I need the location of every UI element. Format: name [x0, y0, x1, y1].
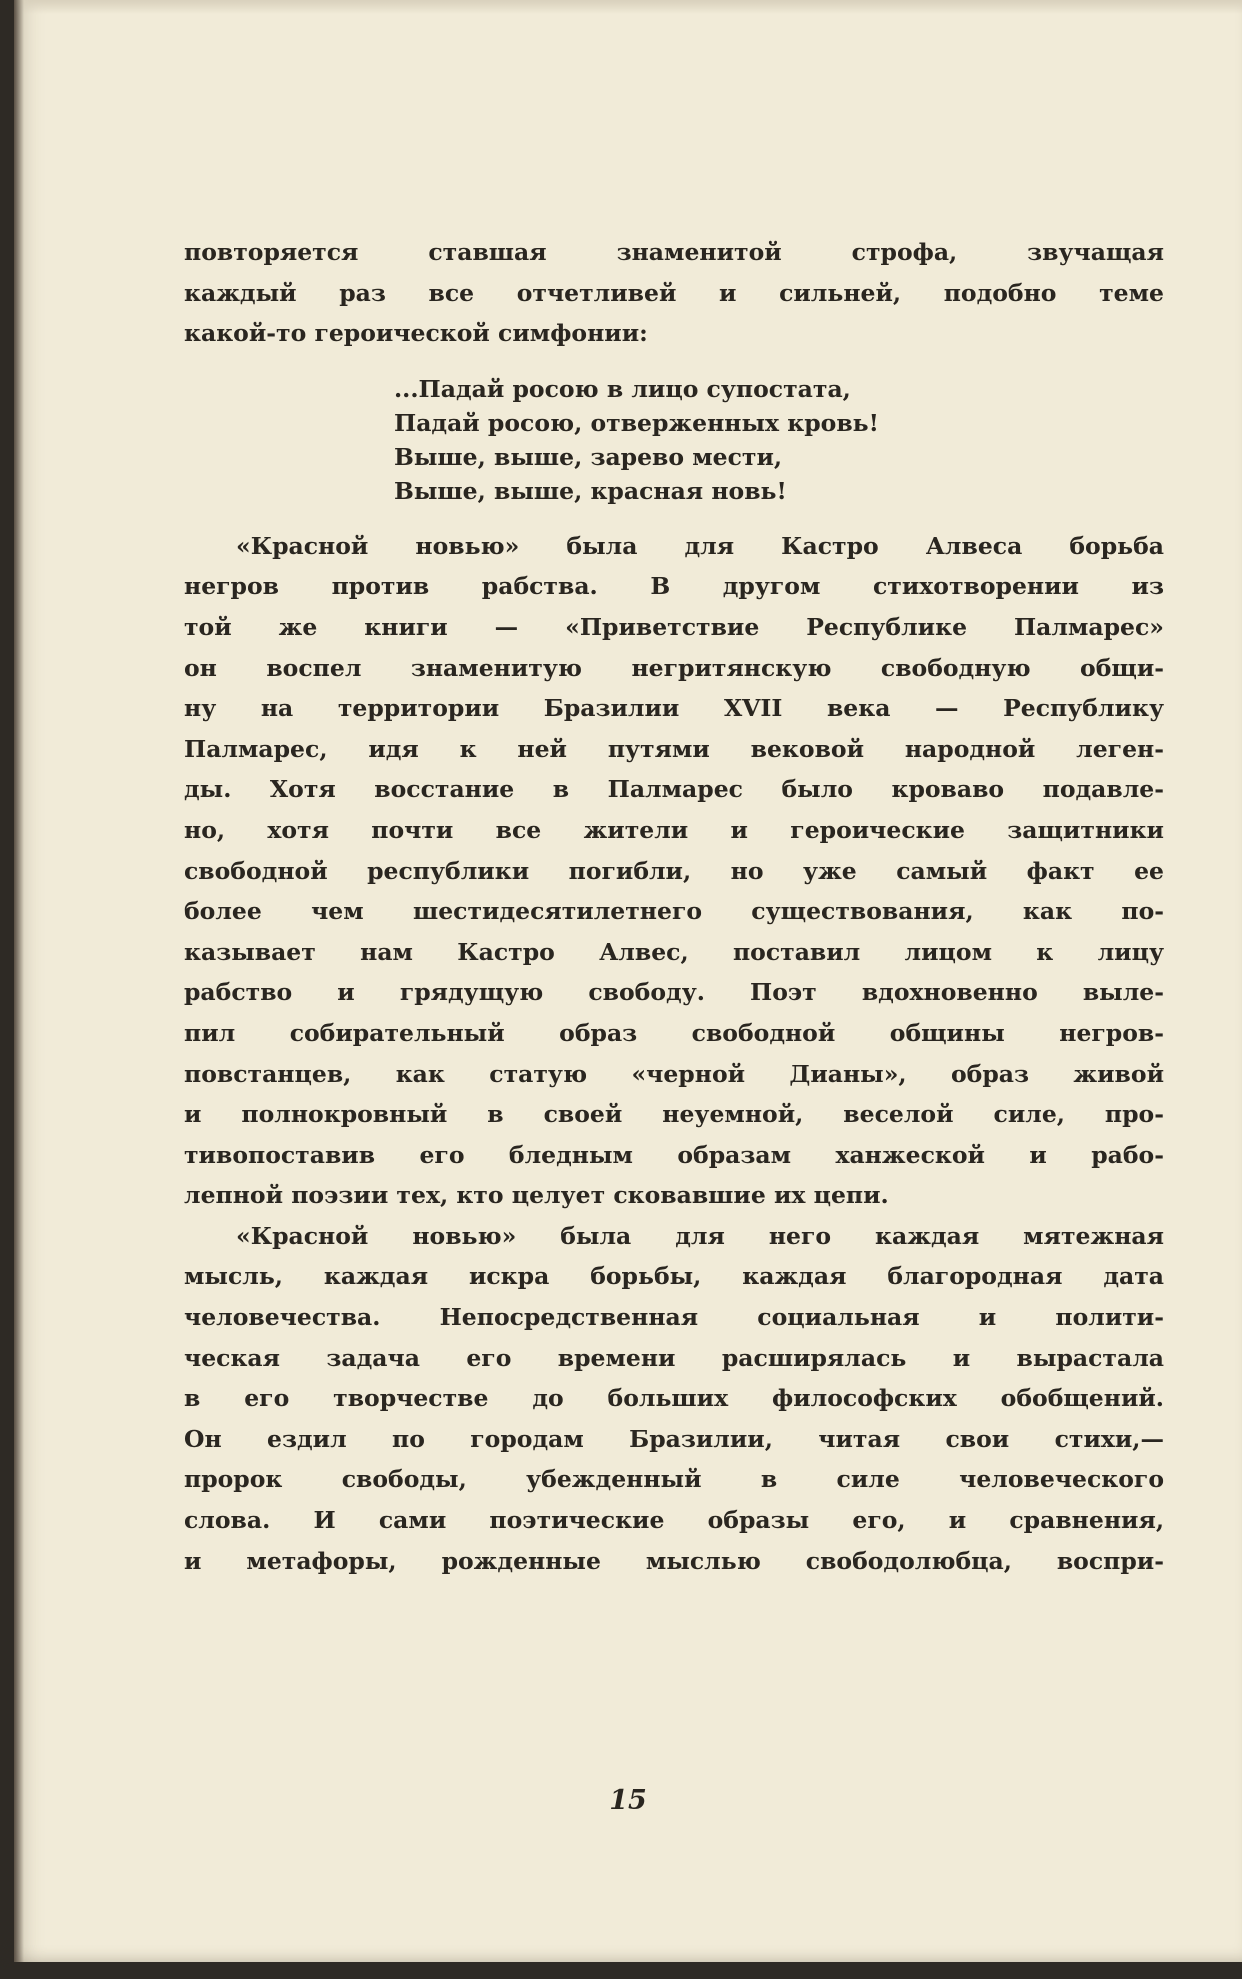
paragraph-red-novel-palmares: [184, 526, 1164, 1216]
text-line: слова. И сами поэтические образы его, и сравнения,: [184, 1506, 1164, 1535]
page-top-edge: [14, 0, 1242, 14]
text-line: лепной поэзии тех, кто целует сковавшие их цепи.: [184, 1181, 889, 1210]
text-line: ну на территории Бразилии XVII века — Республику: [184, 694, 1164, 723]
text-line: какой-то героической симфонии:: [184, 319, 648, 348]
text-line: свободной республики погибли, но уже самый факт ее: [184, 856, 1164, 885]
text-line: «Красной новью» была для него каждая мятежная: [236, 1221, 1164, 1250]
verse-line: Выше, выше, красная новь!: [394, 476, 787, 505]
bottom-edge-shadow: [0, 1962, 1242, 1979]
text-line: тивопоставив его бледным образам ханжеской и рабо-: [184, 1140, 1164, 1169]
text-line: человечества. Непосредственная социальная и полити-: [184, 1303, 1164, 1332]
verse-line: Выше, выше, зарево мести,: [394, 442, 783, 471]
text-line: «Красной новью» была для Кастро Алвеса борьба: [236, 531, 1164, 560]
intro-paragraph: [184, 232, 1164, 354]
text-line: более чем шестидесятилетнего существования, как по-: [184, 897, 1164, 926]
page-spine-shadow: [14, 0, 24, 1962]
text-line: казывает нам Кастро Алвес, поставил лицом к лицу: [184, 937, 1164, 966]
text-line: рабство и грядущую свободу. Поэт вдохновенно выле-: [184, 978, 1164, 1007]
text-line: негров против рабства. В другом стихотворении из: [184, 572, 1164, 601]
verse-stanza: [184, 372, 1164, 508]
body-text: [184, 232, 1164, 1581]
verse-line: Падай росою, отверженных кровь!: [394, 408, 879, 437]
text-line: той же книги — «Приветствие Республике Палмарес»: [184, 612, 1164, 641]
page-number: 15: [609, 1785, 647, 1816]
text-line: и метафоры, рожденные мыслью свободолюбца, воспри-: [184, 1546, 1164, 1575]
text-line: но, хотя почти все жители и героические защитники: [184, 815, 1164, 844]
text-line: каждый раз все отчетливей и сильней, подобно теме: [184, 278, 1164, 307]
text-line: в его творчестве до больших философских обобщений.: [184, 1384, 1164, 1413]
text-line: повстанцев, как статую «черной Дианы», образ живой: [184, 1059, 1164, 1088]
text-line: Палмарес, идя к ней путями вековой народной леген-: [184, 734, 1164, 763]
book-page: [14, 0, 1242, 1962]
text-line: повторяется ставшая знаменитой строфа, звучащая: [184, 238, 1164, 266]
text-line: он воспел знаменитую негритянскую свободную общи-: [184, 653, 1164, 682]
text-line: пил собирательный образ свободной общины негров-: [184, 1018, 1164, 1047]
text-line: мысль, каждая искра борьбы, каждая благородная дата: [184, 1262, 1164, 1291]
verse-line: ...Падай росою в лицо супостата,: [394, 374, 851, 403]
text-line: ческая задача его времени расширялась и вырастала: [184, 1343, 1164, 1372]
text-line: Он ездил по городам Бразилии, читая свои стихи,—: [184, 1424, 1164, 1453]
paragraph-red-novel-thought: [184, 1216, 1164, 1581]
text-line: ды. Хотя восстание в Палмарес было кроваво подавле-: [184, 775, 1164, 804]
text-line: пророк свободы, убежденный в силе человеческого: [184, 1465, 1164, 1494]
text-line: и полнокровный в своей неуемной, веселой силе, про-: [184, 1100, 1164, 1129]
